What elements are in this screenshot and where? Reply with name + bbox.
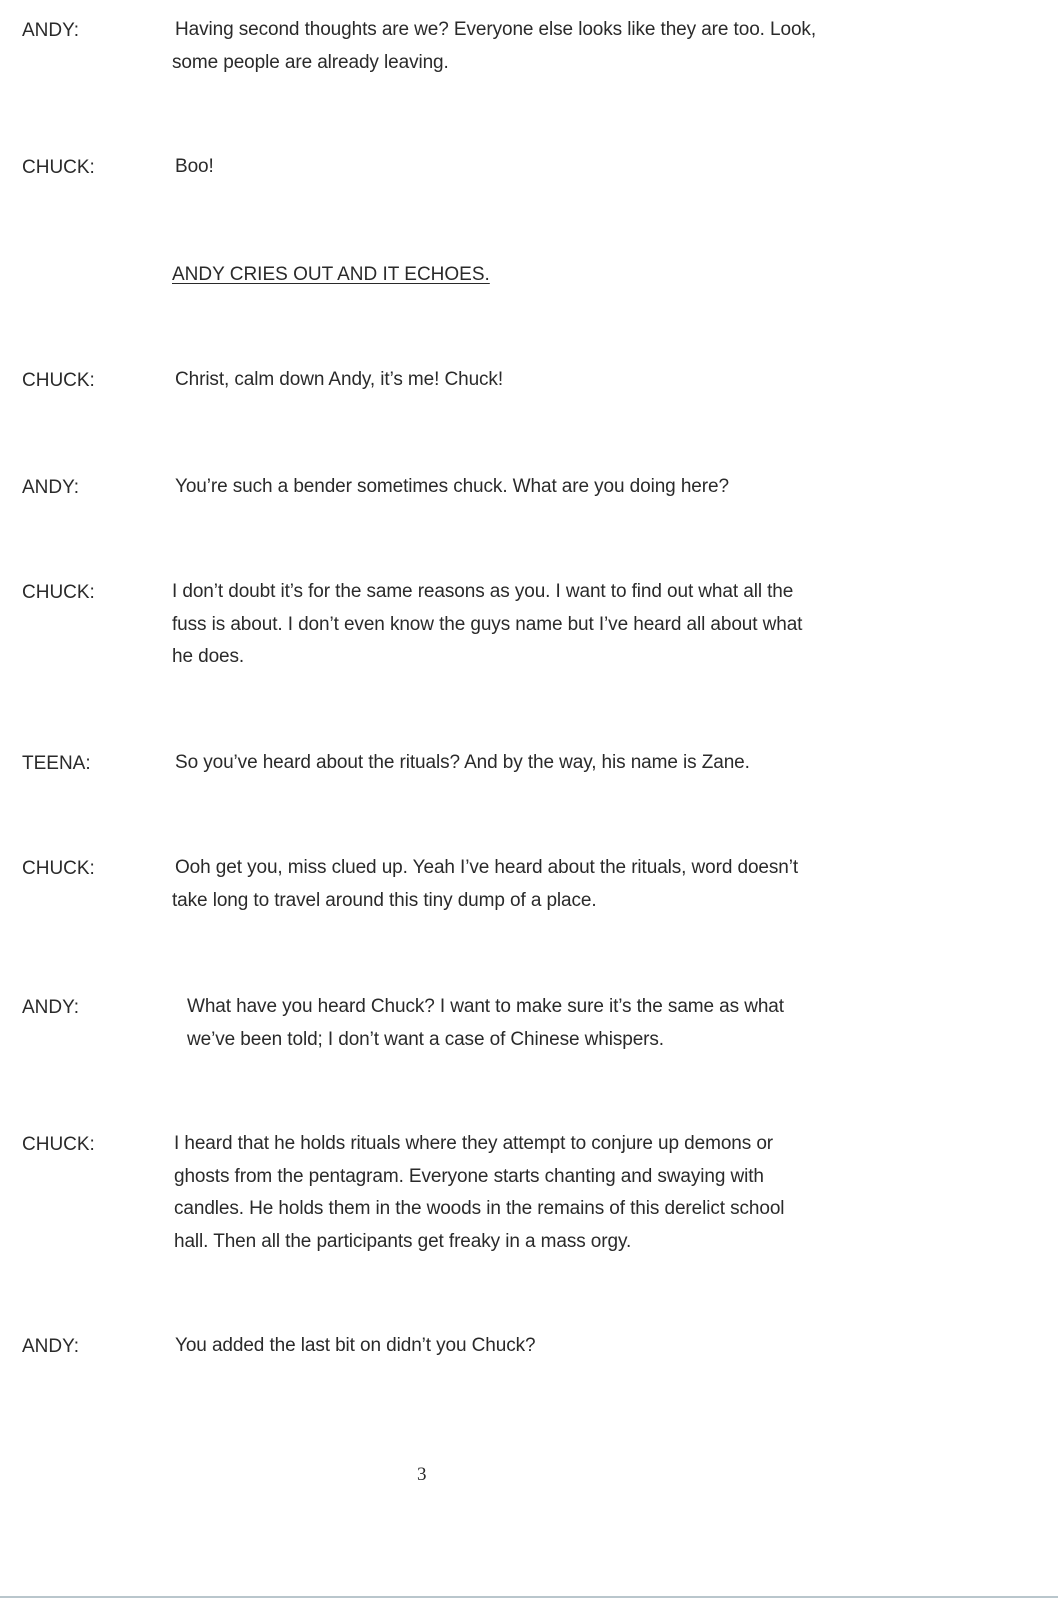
speaker-name: CHUCK: — [22, 1134, 95, 1155]
dialogue-line: I don’t doubt it’s for the same reasons as you. I want to find out what all the — [172, 581, 794, 602]
dialogue-line: Boo! — [175, 156, 214, 177]
dialogue-line: You added the last bit on didn’t you Chuck? — [175, 1335, 536, 1356]
speaker-name: ANDY: — [22, 20, 80, 41]
dialogue-line: Ooh get you, miss clued up. Yeah I’ve heard about the rituals, word doesn’t — [175, 857, 799, 878]
dialogue-line: hall. Then all the participants get freaky in a mass orgy. — [174, 1230, 632, 1252]
speaker-name: CHUCK: — [22, 582, 95, 603]
dialogue-line: candles. He holds them in the woods in the remains of this derelict school — [174, 1198, 785, 1219]
speaker-name: ANDY: — [22, 477, 80, 498]
dialogue-line: take long to travel around this tiny dump of a place. — [172, 889, 597, 911]
speaker-name: TEENA: — [22, 753, 91, 774]
dialogue-line: ghosts from the pentagram. Everyone starts chanting and swaying with — [174, 1165, 764, 1187]
speaker-name: CHUCK: — [22, 157, 95, 178]
stage-direction: ANDY CRIES OUT AND IT ECHOES. — [172, 264, 490, 285]
dialogue-line: I heard that he holds rituals where they attempt to conjure up demons or — [174, 1133, 774, 1154]
dialogue-line: Having second thoughts are we? Everyone else looks like they are too. Look, — [175, 19, 816, 40]
dialogue-line: he does. — [172, 646, 245, 667]
speaker-name: ANDY: — [22, 1336, 80, 1357]
dialogue-line: we’ve been told; I don’t want a case of Chinese whispers. — [187, 1028, 664, 1050]
scan-edge — [0, 1596, 1058, 1598]
speaker-name: CHUCK: — [22, 858, 95, 879]
dialogue-line: some people are already leaving. — [172, 51, 449, 73]
dialogue-line: fuss is about. I don’t even know the guys name but I’ve heard all about what — [172, 613, 803, 635]
speaker-name: ANDY: — [22, 997, 80, 1018]
speaker-name: CHUCK: — [22, 370, 95, 391]
dialogue-line: Christ, calm down Andy, it’s me! Chuck! — [175, 369, 504, 390]
page-number: 3 — [417, 1464, 427, 1485]
dialogue-line: What have you heard Chuck? I want to make sure it’s the same as what — [187, 996, 784, 1017]
dialogue-line: So you’ve heard about the rituals? And by the way, his name is Zane. — [175, 752, 750, 773]
dialogue-line: You’re such a bender sometimes chuck. What are you doing here? — [175, 476, 729, 497]
